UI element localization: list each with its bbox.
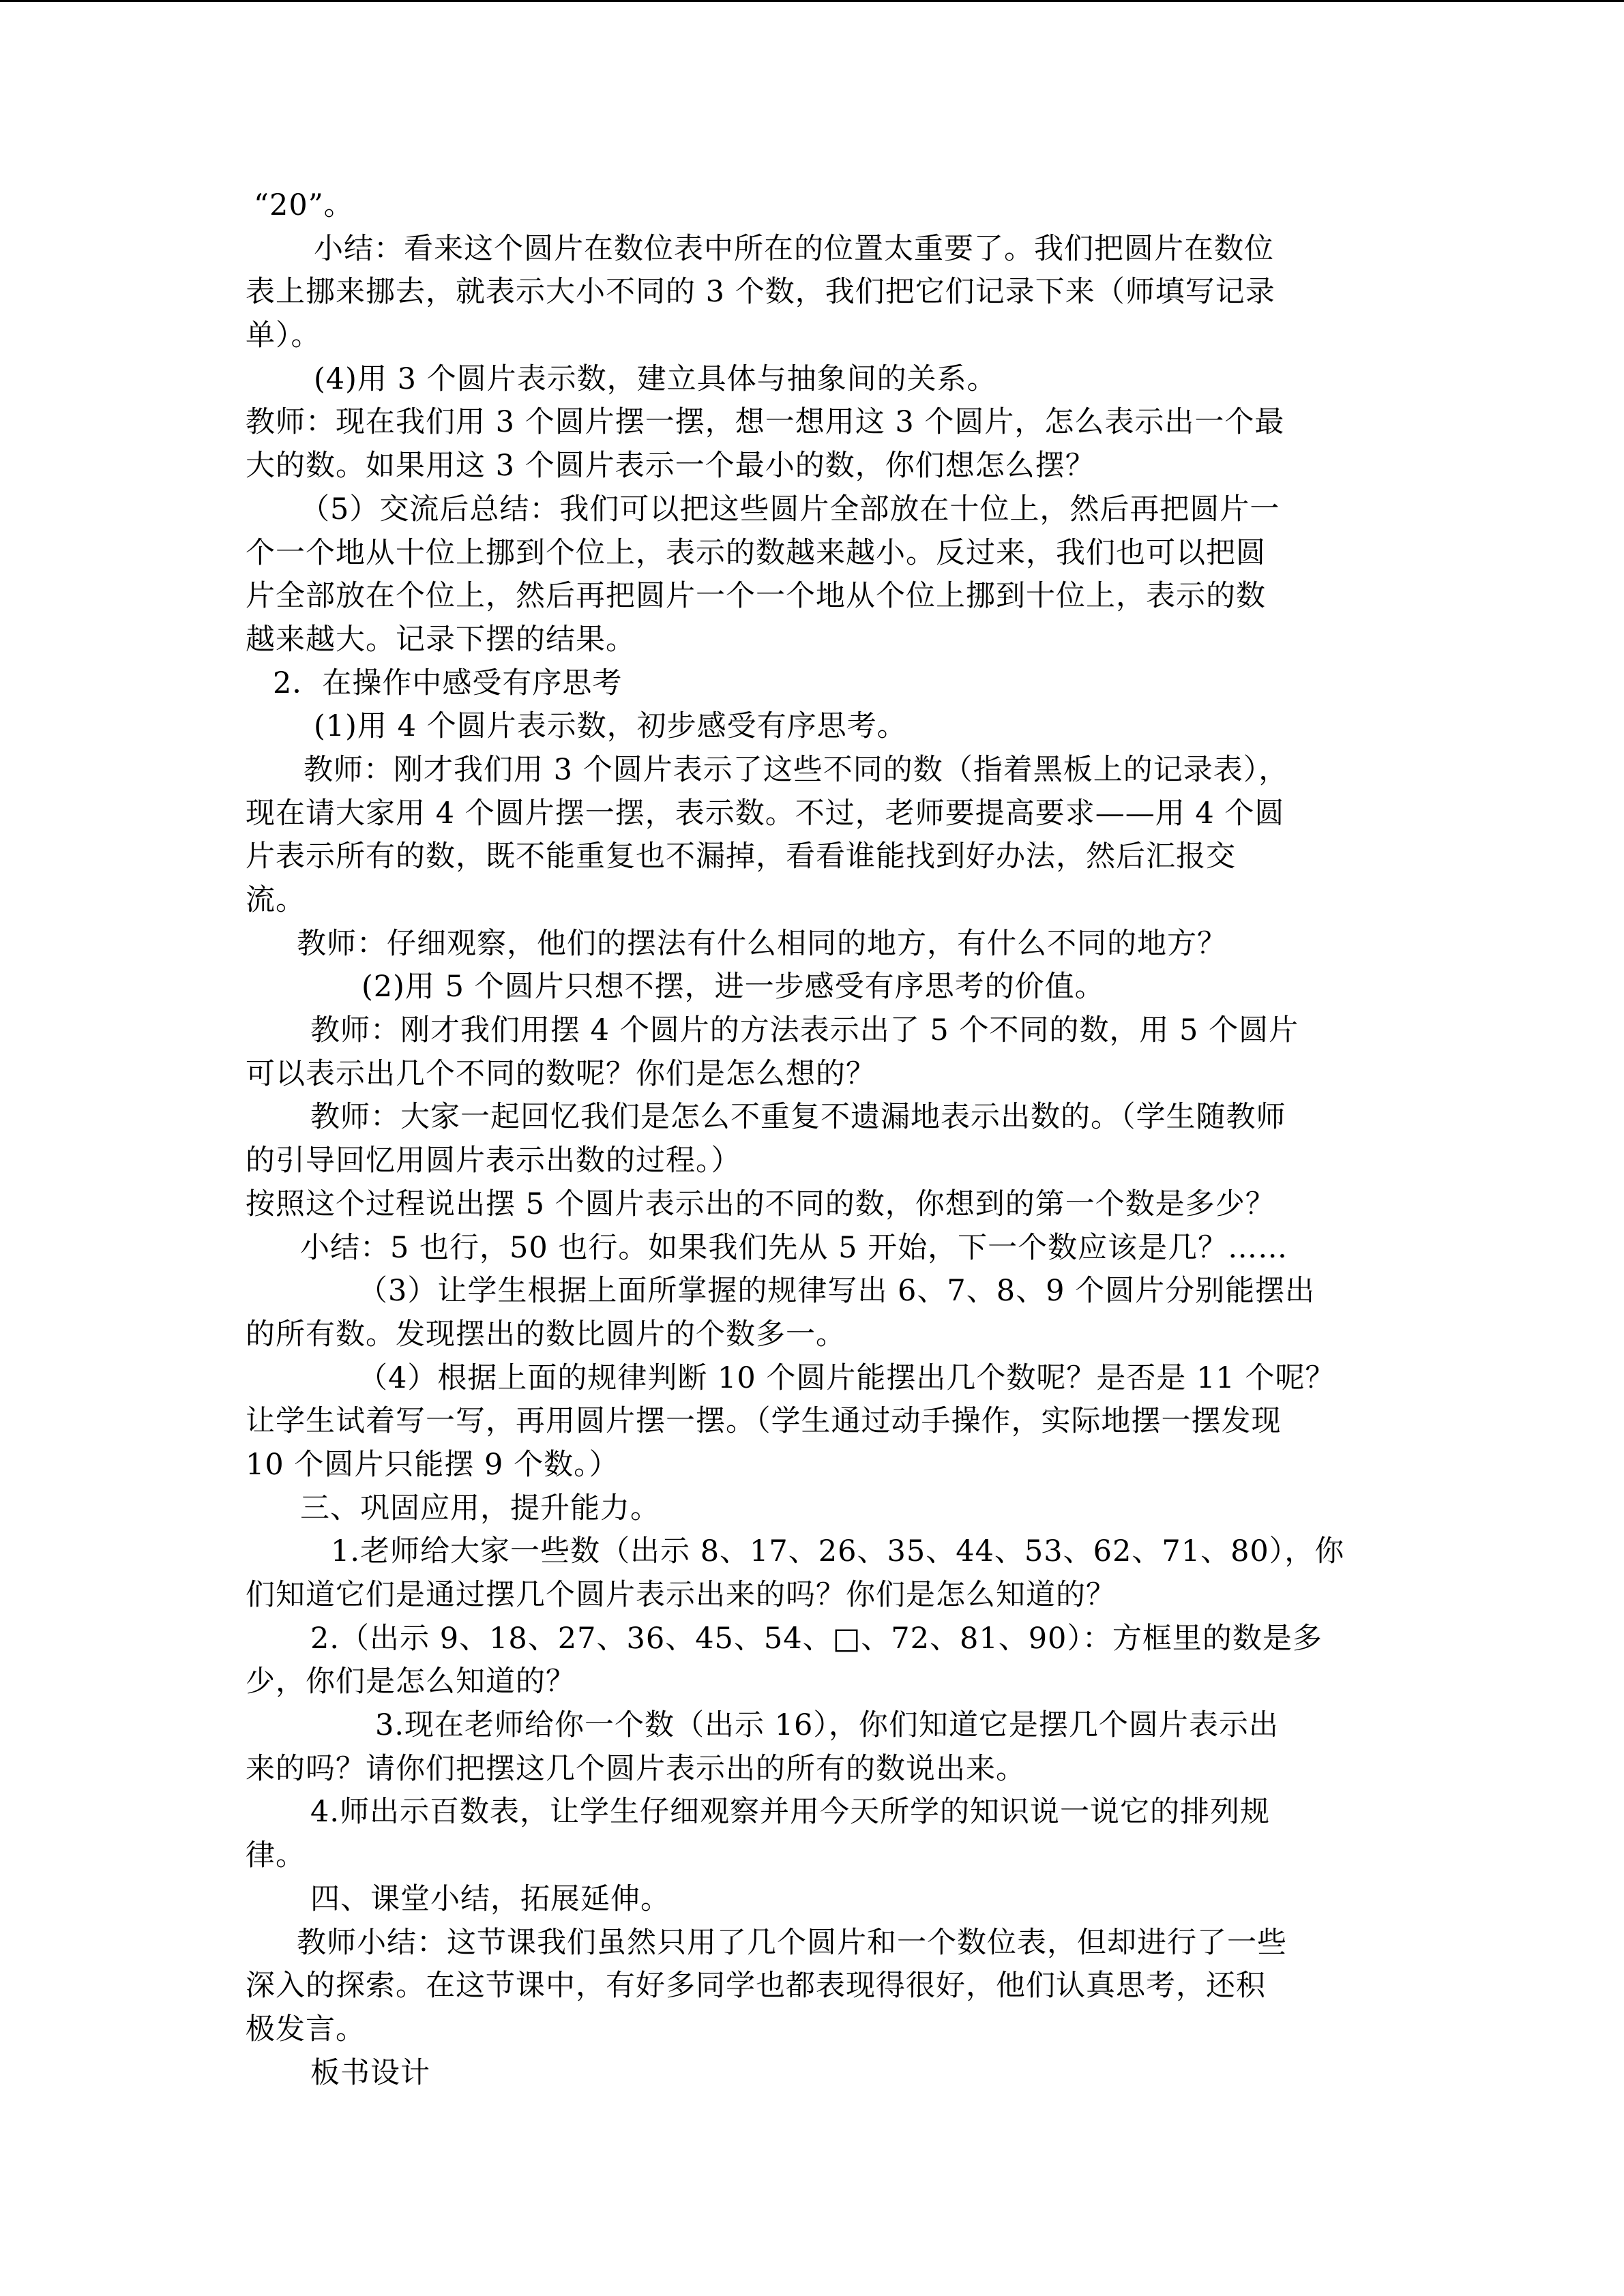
document-body (246, 184, 1378, 2095)
text-line: （4）根据上面的规律判断 10 个圆片能摆出几个数呢？是否是 11 个呢？ (358, 1360, 1335, 1395)
text-line: 按照这个过程说出摆 5 个圆片表示出的不同的数，你想到的第一个数是多少？ (246, 1187, 1275, 1221)
text-line: 流。 (246, 883, 306, 917)
text-line: “20”。 (254, 188, 354, 222)
text-line: 深入的探索。在这节课中，有好多同学也都表现得很好，他们认真思考，还积 (246, 1969, 1266, 2003)
text-line: 三、巩固应用，提升能力。 (300, 1491, 660, 1525)
text-line: 教师：仔细观察，他们的摆法有什么相同的地方，有什么不同的地方？ (297, 926, 1227, 961)
text-line: 教师：刚才我们用 3 个圆片表示了这些不同的数（指着黑板上的记录表）， (304, 752, 1289, 787)
text-line: 3.现在老师给你一个数（出示 16），你们知道它是摆几个圆片表示出 (375, 1708, 1279, 1743)
text-line: 们知道它们是通过摆几个圆片表示出来的吗？你们是怎么知道的？ (246, 1578, 1116, 1612)
text-line: （5）交流后总结：我们可以把这些圆片全部放在十位上，然后再把圆片一 (300, 492, 1280, 526)
text-line: 的所有数。发现摆出的数比圆片的个数多一。 (246, 1317, 846, 1352)
text-line: 大的数。如果用这 3 个圆片表示一个最小的数，你们想怎么摆？ (246, 449, 1095, 483)
text-line: 让学生试着写一写，再用圆片摆一摆。（学生通过动手操作，实际地摆一摆发现 (246, 1404, 1282, 1439)
text-line: 来的吗？请你们把摆这几个圆片表示出的所有的数说出来。 (246, 1751, 1026, 1786)
text-line: 小结：5 也行，50 也行。如果我们先从 5 开始，下一个数应该是几？…… (300, 1230, 1288, 1265)
text-line: 可以表示出几个不同的数呢？你们是怎么想的？ (246, 1056, 876, 1091)
text-line: 2.（出示 9、18、27、36、45、54、□、72、81、90）：方框里的数是多 (310, 1621, 1323, 1656)
text-line: (4)用 3 个圆片表示数，建立具体与抽象间的关系。 (314, 361, 997, 396)
text-line: 板书设计 (310, 2055, 430, 2090)
text-line: 个一个地从十位上挪到个位上，表示的数越来越小。反过来，我们也可以把圆 (246, 535, 1266, 570)
text-line: 1.老师给大家一些数（出示 8、17、26、35、44、53、62、71、80），你 (331, 1534, 1345, 1569)
text-line: 少，你们是怎么知道的？ (246, 1665, 576, 1699)
text-line: (2)用 5 个圆片只想不摆，进一步感受有序思考的价值。 (361, 970, 1105, 1004)
text-line: 教师小结：这节课我们虽然只用了几个圆片和一个数位表，但却进行了一些 (297, 1925, 1287, 1960)
text-line: 小结：看来这个圆片在数位表中所在的位置太重要了。我们把圆片在数位 (314, 231, 1274, 266)
text-line: 表上挪来挪去，就表示大小不同的 3 个数，我们把它们记录下来（师填写记录 (246, 275, 1275, 310)
text-line: 单）。 (246, 318, 321, 353)
text-line: 10 个圆片只能摆 9 个数。） (246, 1447, 619, 1482)
text-line: 教师：现在我们用 3 个圆片摆一摆，想一想用这 3 个圆片，怎么表示出一个最 (246, 405, 1285, 440)
text-line: 教师：刚才我们用摆 4 个圆片的方法表示出了 5 个不同的数，用 5 个圆片 (310, 1013, 1299, 1048)
text-line: （3）让学生根据上面所掌握的规律写出 6、7、8、9 个圆片分别能摆出 (358, 1274, 1316, 1309)
page-top-border (0, 0, 1624, 2)
text-line: 教师：大家一起回忆我们是怎么不重复不遗漏地表示出数的。（学生随教师 (310, 1100, 1286, 1135)
text-line: 2．在操作中感受有序思考 (273, 666, 623, 700)
text-line: 片表示所有的数，既不能重复也不漏掉，看看谁能找到好办法，然后汇报交 (246, 839, 1236, 874)
text-line: 现在请大家用 4 个圆片摆一摆，表示数。不过，老师要提高要求——用 4 个圆 (246, 796, 1285, 831)
text-line: 律。 (246, 1838, 306, 1873)
text-line: 的引导回忆用圆片表示出数的过程。） (246, 1144, 741, 1178)
text-line: (1)用 4 个圆片表示数，初步感受有序思考。 (314, 709, 907, 744)
text-line: 四、课堂小结，拓展延伸。 (310, 1881, 670, 1916)
text-line: 极发言。 (246, 2012, 366, 2046)
text-line: 片全部放在个位上，然后再把圆片一个一个地从个位上挪到十位上，表示的数 (246, 579, 1266, 614)
text-line: 越来越大。记录下摆的结果。 (246, 622, 636, 657)
text-line: 4.师出示百数表，让学生仔细观察并用今天所学的知识说一说它的排列规 (310, 1795, 1271, 1830)
